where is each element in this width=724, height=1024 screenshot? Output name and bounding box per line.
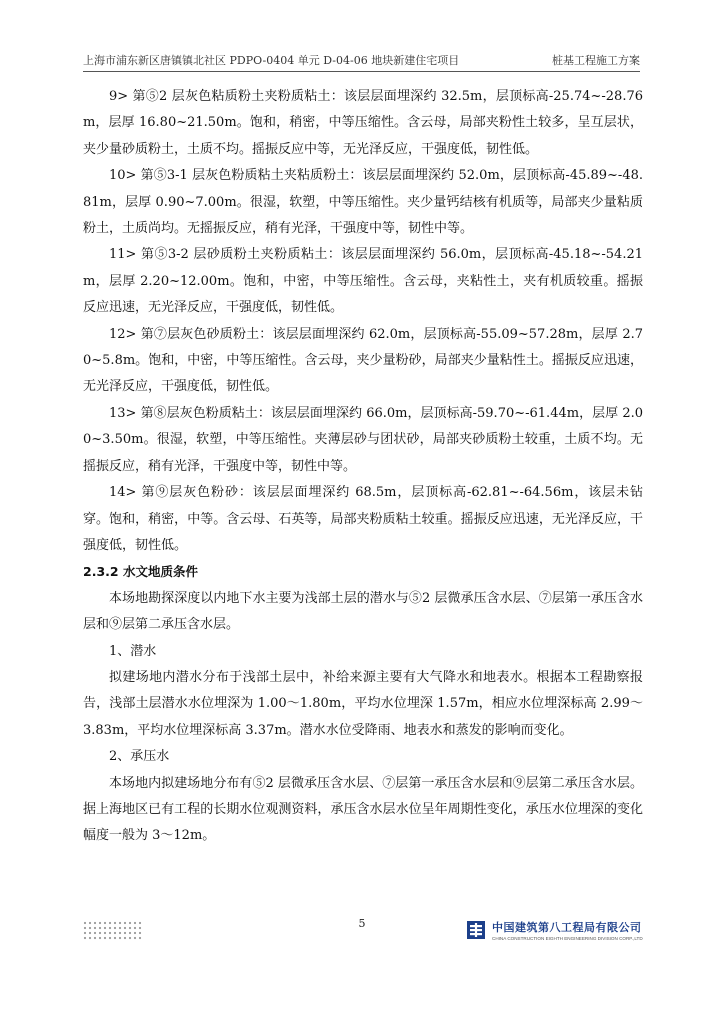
- company-name-cn: 中国建筑第八工程局有限公司: [492, 921, 642, 934]
- soil-layer-paragraph-11: 11> 第⑤3-2 层砂质粉土夹粉质粘土：该层层面埋深约 56.0m，层顶标高-45.18~-54.21m，层厚 2.20~12.00m。饱和，中密，中等压缩性。含云母，夹粘性土，夹有机质较重。摇振反应迅速，无光泽反应，干强度低，韧性低。: [83, 247, 643, 316]
- header-project-title: 上海市浦东新区唐镇镇北社区 PDPO-0404 单元 D-04-06 地块新建住宅项目: [83, 54, 460, 67]
- section-heading: 2.3.2 水文地质条件: [83, 564, 198, 580]
- soil-layer-paragraph-14: 14> 第⑨层灰色粉砂：该层层面埋深约 68.5m，层顶标高-62.81~-64.56m，该层未钻穿。饱和，稍密，中等。含云母、石英等，局部夹粉质粘土较重。摇振反应迅速，无光泽反应，干强度低，韧性低。: [83, 485, 643, 553]
- confined-water-paragraph: 本场地内拟建场地分布有⑤2 层微承压含水层、⑦层第一承压含水层和⑨层第二承压含水层。据上海地区已有工程的长期水位观测资料，承压含水层水位呈年周期性变化，承压水位埋深的变化幅度一般为 3～12m。: [83, 775, 643, 844]
- soil-layer-paragraph-10: 10> 第⑤3-1 层灰色粉质粘土夹粘质粉土：该层层面埋深约 52.0m，层顶标高-45.89~-48.81m，层厚 0.90~7.00m。很湿，软塑，中等压缩性。夹少量钙结核有机质等，局部夹少量粘质粉土，土质尚均。无摇振反应，稍有光泽，干强度中等，韧性中等。: [83, 168, 643, 237]
- logo-text-block: [492, 919, 643, 941]
- page-number: 5: [358, 917, 366, 930]
- page-content: [83, 84, 643, 850]
- subsection-title-confined: 2、承压水: [109, 749, 170, 765]
- soil-layer-paragraph-12: 12> 第⑦层灰色砂质粉土：该层层面埋深约 62.0m，层顶标高-55.09~57.28m，层厚 2.70~5.8m。饱和，中密，中等压缩性。含云母，夹少量粉砂，局部夹少量粘性土。摇振反应迅速，无光泽反应，干强度低，韧性低。: [83, 326, 643, 395]
- hydrogeology-intro-paragraph: 本场地勘探深度以内地下水主要为浅部土层的潜水与⑤2 层微承压含水层、⑦层第一承压含水层和⑨层第二承压含水层。: [83, 590, 643, 633]
- soil-layer-paragraph-13: 13> 第⑧层灰色粉质粘土：该层层面埋深约 66.0m，层顶标高-59.70~-61.44m，层厚 2.00~3.50m。很湿，软塑，中等压缩性。夹薄层砂与团状砂，局部夹砂质粉土较重，土质不均。无摇振反应，稍有光泽，干强度中等，韧性中等。: [83, 405, 643, 474]
- page-header: [83, 48, 640, 72]
- company-name-en: CHINA CONSTRUCTION EIGHTH ENGINEERING DIVISION CORP.,LTD: [492, 936, 643, 941]
- phreatic-water-paragraph: 拟建场地内潜水分布于浅部土层中，补给来源主要有大气降水和地表水。根据本工程勘察报告，浅部土层潜水水位埋深为 1.00～1.80m，平均水位埋深 1.57m，相应水位埋深标高 2.99～3.83m，平均水位埋深标高 3.37m。潜水水位受降雨、地表水和蒸发的影响而变化。: [83, 669, 643, 738]
- cscec-logo-icon: [466, 920, 486, 940]
- soil-layer-paragraph-9: 9> 第⑤2 层灰色粘质粉土夹粉质粘土：该层层面埋深约 32.5m，层顶标高-25.74~-28.76m，层厚 16.80~21.50m。饱和，稍密，中等压缩性。含云母，局部夹粉性土较多，呈互层状，夹少量砂质粉土，土质不均。摇振反应中等，无光泽反应，干强度低，韧性低。: [83, 89, 643, 157]
- company-logo: [466, 918, 646, 942]
- header-document-title: 桩基工程施工方案: [552, 54, 640, 67]
- subsection-title-phreatic: 1、潜水: [109, 643, 157, 659]
